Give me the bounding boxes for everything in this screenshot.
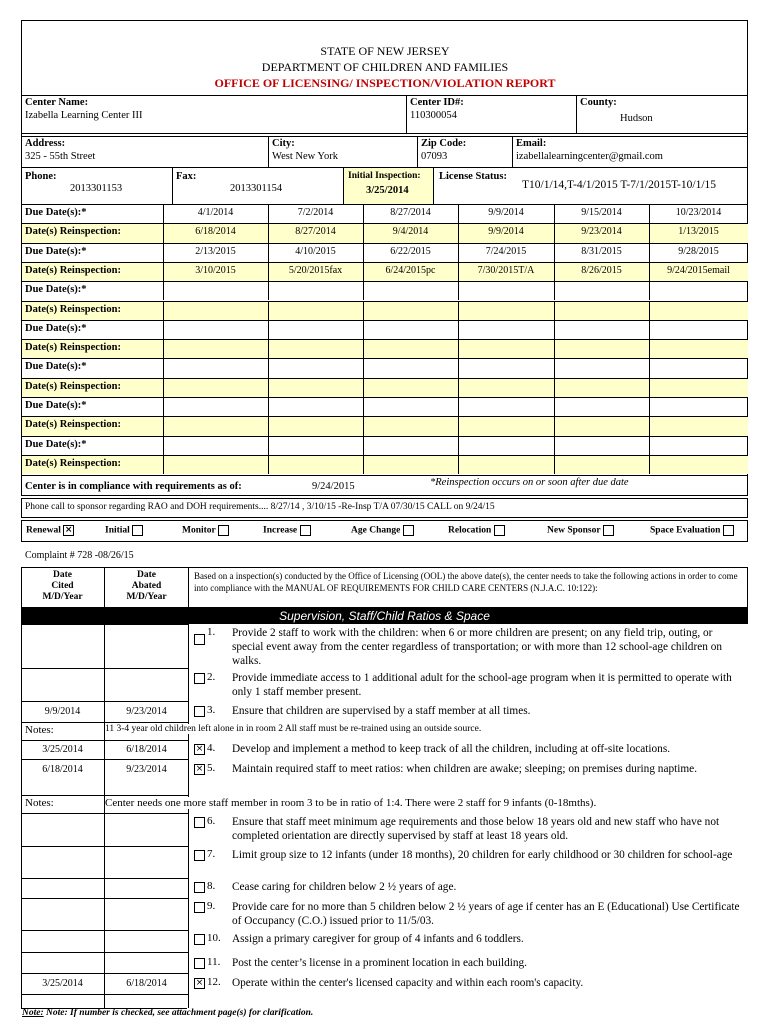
date-cell: 9/23/2014 <box>581 226 622 238</box>
notes-label: Notes: <box>25 724 60 736</box>
inspection-type-space-evaluation[interactable]: Space Evaluation <box>650 525 734 536</box>
reinspection-row-label: Date(s) Reinspection: <box>25 457 121 469</box>
date-cell: 7/2/2014 <box>297 207 334 218</box>
compliance-label: Center is in compliance with requirements as of: <box>25 481 242 492</box>
checkbox-icon[interactable] <box>300 525 311 536</box>
due-date-row-label: Due Date(s):* <box>25 284 87 296</box>
inspection-type-relocation[interactable]: Relocation <box>448 525 505 536</box>
complaint-number: Complaint # 728 -08/26/15 <box>25 550 134 561</box>
email: izabellalearningcenter@gmail.com <box>516 151 663 162</box>
date-cited: 6/18/2014 <box>42 764 83 775</box>
center-id: 110300054 <box>410 110 457 121</box>
fax-label: Fax: <box>176 171 197 182</box>
item-number: 12. <box>207 976 221 988</box>
section-title: Supervision, Staff/Child Ratios & Space <box>279 609 490 623</box>
item-text: Provide 2 staff to work with the children: when 6 or more children are present; on any field trip, outing, or special event away from the center regardless of transportation; or with more than 12 school-age children on walks. <box>232 627 722 667</box>
date-abated: 9/23/2014 <box>126 764 167 775</box>
date-cell: 8/27/2014 <box>295 226 336 238</box>
center-name: Izabella Learning Center III <box>25 110 143 121</box>
item-text: Provide immediate access to 1 additional adult for the school-age program when it is permitted to operate with only 1 staff member present. <box>232 672 732 698</box>
checkbox-icon[interactable] <box>723 525 734 536</box>
date-cell: 4/1/2014 <box>197 207 234 218</box>
item-number: 1. <box>207 626 216 638</box>
date-cell: 7/30/2015T/A <box>477 264 535 276</box>
notes-label: Notes: <box>25 797 60 809</box>
item-checkbox-icon[interactable] <box>194 958 205 969</box>
city-label: City: <box>272 138 295 149</box>
notes-text: Center needs one more staff member in room 3 to be in ratio of 1:4. There were 2 staff for 9 infants (0-18mths). <box>105 797 597 809</box>
item-text: Develop and implement a method to keep track of all the children, including at off-site locations. <box>232 743 671 755</box>
date-cell: 7/24/2015 <box>485 245 527 257</box>
notes-text: 11 3-4 year old children left alone in in room 2 All staff must be re-trained using an outside source. <box>105 724 482 734</box>
date-cited: 3/25/2014 <box>42 744 83 755</box>
reinspection-note: *Reinspection occurs on or soon after due date <box>430 477 629 488</box>
reinspection-row-label: Date(s) Reinspection: <box>25 342 121 354</box>
date-abated: 6/18/2014 <box>126 978 167 989</box>
license-status-label: License Status: <box>439 171 507 182</box>
phone: 2013301153 <box>70 183 123 194</box>
date-cell: 5/20/2015fax <box>288 264 343 276</box>
reinspection-row-label: Date(s) Reinspection: <box>25 303 121 315</box>
initial-inspection-label: Initial Inspection: <box>348 171 421 181</box>
inspection-type-renewal[interactable]: Renewal × <box>26 525 73 536</box>
item-text: Assign a primary caregiver for group of 4 infants and 6 toddlers. <box>232 933 524 945</box>
item-checkbox-icon[interactable] <box>194 817 205 828</box>
due-date-row-label: Due Date(s):* <box>25 438 87 450</box>
checkbox-icon[interactable]: × <box>64 525 73 535</box>
checkbox-icon[interactable] <box>494 525 505 536</box>
inspection-type-age-change[interactable]: Age Change <box>351 525 414 536</box>
date-cell: 9/4/2014 <box>392 226 429 238</box>
item-text: Ensure that children are supervised by a staff member at all times. <box>232 705 531 717</box>
inspection-type-new-sponsor[interactable]: New Sponsor <box>547 525 614 536</box>
item-checkbox-icon[interactable] <box>194 882 205 893</box>
date-cell: 9/9/2014 <box>488 207 524 218</box>
email-label: Email: <box>516 138 547 149</box>
date-cell: 8/31/2015 <box>581 245 622 257</box>
reinspection-row-label: Date(s) Reinspection: <box>25 226 121 238</box>
reinspection-row-label: Date(s) Reinspection: <box>25 264 121 276</box>
date-cited-header: Date Cited M/D/Year <box>42 570 83 602</box>
item-number: 5. <box>207 762 216 774</box>
reinspection-row-label: Date(s) Reinspection: <box>25 380 121 392</box>
due-date-row-label: Due Date(s):* <box>25 400 87 411</box>
item-checkbox-icon[interactable] <box>194 902 205 913</box>
date-cell: 6/18/2014 <box>195 226 236 238</box>
date-cell: 2/13/2015 <box>195 245 236 257</box>
due-date-row-label: Due Date(s):* <box>25 322 87 334</box>
date-cell: 9/15/2014 <box>581 207 622 218</box>
item-text: Cease caring for children below 2 ½ years of age. <box>232 881 457 893</box>
item-number: 6. <box>207 815 216 827</box>
table-description: Based on a inspection(s) conducted by the Office of Licensing (OOL) the above date(s), the center needs to take the following actions in order to come into compliance with the MANUAL OF REQUIREMENTS FOR CHILD CARE CENTERS (N.J.A.C. 10:122): <box>194 571 738 593</box>
inspection-type-increase[interactable]: Increase <box>263 525 311 536</box>
date-cell: 3/10/2015 <box>195 264 236 276</box>
zip-label: Zip Code: <box>421 138 467 149</box>
item-number: 8. <box>207 880 216 892</box>
item-number: 10. <box>207 932 221 944</box>
checkbox-icon[interactable] <box>403 525 414 536</box>
item-checkbox-icon[interactable]: × <box>195 764 204 774</box>
checkbox-icon[interactable] <box>603 525 614 536</box>
address: 325 - 55th Street <box>25 151 96 162</box>
phone-call-note: Phone call to sponsor regarding RAO and DOH requirements.... 8/27/14 , 3/10/15 -Re-Insp T/A 07/30/15 CALL on 9/24/15 <box>25 502 495 512</box>
date-cell: 9/24/2015email <box>667 264 730 276</box>
item-checkbox-icon[interactable] <box>194 673 205 684</box>
item-checkbox-icon[interactable] <box>194 934 205 945</box>
date-cell: 8/26/2015 <box>581 264 622 276</box>
state-title: STATE OF NEW JERSEY <box>320 44 450 58</box>
item-text: Ensure that staff meet minimum age requirements and those below 18 years old and new staff who have not completed orientation are directly supervised by staff at least 18 years old. <box>232 816 720 842</box>
zip: 07093 <box>421 151 448 162</box>
due-date-row-label: Due Date(s):* <box>25 361 87 373</box>
date-cell: 4/10/2015 <box>295 245 336 257</box>
due-date-row-label: Due Date(s):* <box>25 207 87 218</box>
center-id-label: Center ID#: <box>410 97 464 108</box>
item-checkbox-icon[interactable] <box>194 706 205 717</box>
item-number: 4. <box>207 742 216 754</box>
inspection-type-monitor[interactable]: Monitor <box>182 525 229 536</box>
item-number: 3. <box>207 704 216 716</box>
city: West New York <box>272 151 338 162</box>
date-cell: 1/13/2015 <box>678 226 719 238</box>
license-status: T10/1/14,T-4/1/2015 T-7/1/2015T-10/1/15 <box>522 179 717 191</box>
phone-label: Phone: <box>25 171 57 182</box>
county: Hudson <box>620 113 653 124</box>
date-cell: 9/28/2015 <box>678 245 719 257</box>
date-cell: 10/23/2014 <box>675 207 722 218</box>
due-date-row-label: Due Date(s):* <box>25 245 87 257</box>
item-checkbox-icon[interactable] <box>194 634 205 645</box>
item-number: 11. <box>207 956 221 968</box>
item-checkbox-icon[interactable] <box>194 850 205 861</box>
footer-note: Note: Note: If number is checked, see attachment page(s) for clarification. <box>22 1008 314 1018</box>
compliance-date: 9/24/2015 <box>312 481 355 492</box>
date-abated-header: Date Abated M/D/Year <box>126 570 167 602</box>
address-label: Address: <box>25 138 66 149</box>
date-cited: 9/9/2014 <box>44 706 81 717</box>
date-abated: 9/23/2014 <box>126 706 167 717</box>
date-cell: 6/22/2015 <box>390 245 431 257</box>
item-text: Maintain required staff to meet ratios: when children are awake; sleeping; on premises during naptime. <box>232 763 698 775</box>
item-text: Operate within the center's licensed capacity and within each room's capacity. <box>232 977 584 989</box>
item-number: 7. <box>207 848 216 860</box>
county-label: County: <box>580 97 617 108</box>
date-cell: 8/27/2014 <box>390 207 431 218</box>
item-text: Provide care for no more than 5 children below 2 ½ years of age if center has an E (Educational) Use Certificate of Occupancy (C.O.) issued prior to 11/5/03. <box>232 901 740 927</box>
initial-inspection-date: 3/25/2014 <box>366 185 409 196</box>
report-title: OFFICE OF LICENSING/ INSPECTION/VIOLATION REPORT <box>214 76 556 90</box>
item-text: Post the center’s license in a prominent location in each building. <box>232 957 528 969</box>
date-cited: 3/25/2014 <box>42 978 83 989</box>
department-title: DEPARTMENT OF CHILDREN AND FAMILIES <box>261 60 509 74</box>
reinspection-row-label: Date(s) Reinspection: <box>25 419 121 431</box>
item-number: 9. <box>207 900 216 912</box>
center-name-label: Center Name: <box>25 97 89 108</box>
date-cell: 9/9/2014 <box>488 226 524 238</box>
item-text: Limit group size to 12 infants (under 18 months), 20 children for early childhood or 30 children for school-age <box>232 849 733 861</box>
fax: 2013301154 <box>230 183 283 194</box>
checkbox-icon[interactable] <box>132 525 143 536</box>
date-cell: 6/24/2015pc <box>385 264 436 276</box>
checkbox-icon[interactable] <box>218 525 229 536</box>
item-number: 2. <box>207 671 216 683</box>
item-checkbox-icon[interactable]: × <box>195 978 204 988</box>
inspection-type-initial[interactable]: Initial <box>105 525 143 536</box>
date-abated: 6/18/2014 <box>126 744 167 755</box>
item-checkbox-icon[interactable]: × <box>195 744 204 754</box>
